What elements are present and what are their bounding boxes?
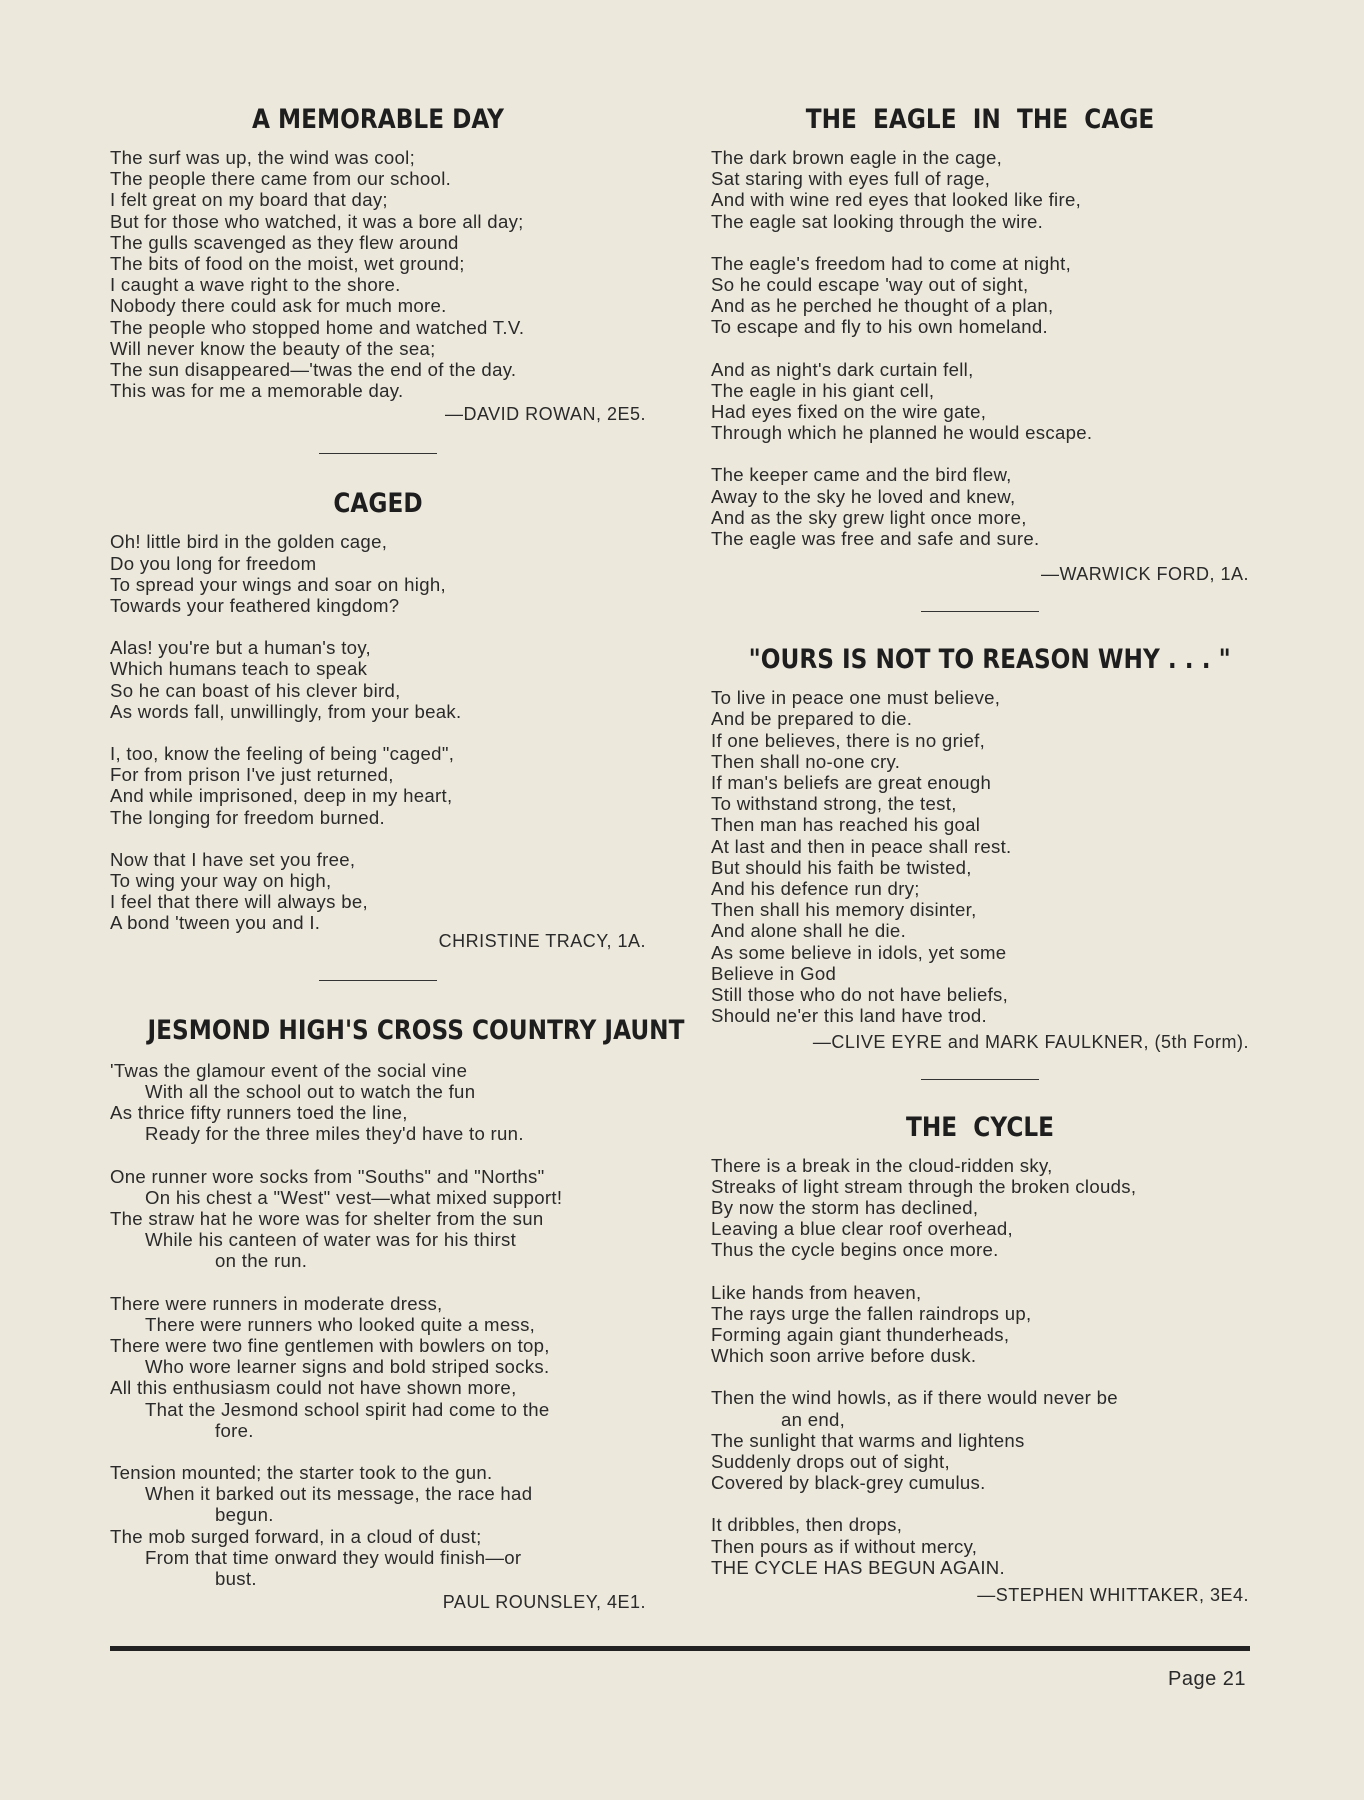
poem-line: And while imprisoned, deep in my heart, bbox=[110, 785, 453, 807]
section-divider bbox=[921, 1079, 1039, 1080]
poem-line: If one believes, there is no grief, bbox=[711, 729, 986, 751]
poem-line: And his defence run dry; bbox=[711, 878, 920, 900]
poem-a-memorable-day bbox=[110, 104, 646, 425]
poem-author: —DAVID ROWAN, 2E5. bbox=[444, 404, 646, 425]
poem-title: CAGED bbox=[333, 488, 423, 520]
poem-line: One runner wore socks from "Souths" and "Norths" bbox=[110, 1165, 545, 1187]
poem-line: Nobody there could ask for much more. bbox=[110, 295, 447, 317]
poem-line: Then the wind howls, as if there would never be bbox=[711, 1387, 1118, 1409]
poem-line: There were runners who looked quite a mess, bbox=[145, 1313, 536, 1335]
poem-line: 'Twas the glamour event of the social vine bbox=[110, 1059, 468, 1081]
poem-stanza bbox=[110, 1060, 646, 1145]
poem-line: By now the storm has declined, bbox=[711, 1196, 979, 1218]
poem-line: To live in peace one must believe, bbox=[711, 687, 1001, 709]
poem-line: The rays urge the fallen raindrops up, bbox=[711, 1302, 1032, 1324]
poem-line: And as the sky grew light once more, bbox=[711, 506, 1027, 528]
poem-line: The eagle in his giant cell, bbox=[711, 379, 935, 401]
poem-line: The people who stopped home and watched T.V. bbox=[110, 316, 525, 338]
poem-line: Suddenly drops out of sight, bbox=[711, 1450, 950, 1472]
poem-line: Sat staring with eyes full of rage, bbox=[711, 168, 991, 190]
poem-line: I felt great on my board that day; bbox=[110, 189, 388, 211]
poem-line: And as night's dark curtain fell, bbox=[711, 358, 974, 380]
poem-line: The eagle's freedom had to come at night, bbox=[711, 252, 1072, 274]
poem-line: Then man has reached his goal bbox=[711, 814, 981, 836]
poem-line: There were two fine gentlemen with bowlers on top, bbox=[110, 1334, 550, 1356]
poem-line: And be prepared to die. bbox=[711, 708, 913, 730]
poem-the-cycle bbox=[711, 1112, 1249, 1606]
poem-line: THE CYCLE HAS BEGUN AGAIN. bbox=[711, 1556, 1006, 1578]
poem-line: It dribbles, then drops, bbox=[711, 1514, 903, 1536]
poem-caged bbox=[110, 488, 646, 951]
poem-line: Do you long for freedom bbox=[110, 552, 317, 574]
poem-line: The bits of food on the moist, wet ground; bbox=[110, 253, 465, 275]
poem-line: Like hands from heaven, bbox=[711, 1281, 922, 1303]
poem-line: And as he perched he thought of a plan, bbox=[711, 295, 1054, 317]
poem-stanza bbox=[711, 1155, 1249, 1261]
poem-line: Which soon arrive before dusk. bbox=[711, 1345, 977, 1367]
poem-line: There is a break in the cloud-ridden sky, bbox=[711, 1154, 1053, 1176]
poem-title: A MEMORABLE DAY bbox=[251, 104, 505, 135]
poem-line: The eagle sat looking through the wire. bbox=[711, 210, 1044, 232]
poem-line: Streaks of light stream through the broken clouds, bbox=[711, 1175, 1137, 1197]
poem-line: Had eyes fixed on the wire gate, bbox=[711, 401, 987, 423]
right-column bbox=[711, 104, 1249, 1606]
poem-line: Oh! little bird in the golden cage, bbox=[110, 531, 388, 553]
poem-line: The people there came from our school. bbox=[110, 168, 452, 190]
poem-line: As some believe in idols, yet some bbox=[711, 941, 1007, 963]
poem-line: Which humans teach to speak bbox=[110, 658, 368, 680]
poem-author: —WARWICK FORD, 1A. bbox=[1040, 564, 1249, 585]
poem-line: Then pours as if without mercy, bbox=[711, 1535, 978, 1557]
poem-line: But should his faith be twisted, bbox=[711, 856, 972, 878]
poem-line: Believe in God bbox=[711, 962, 837, 984]
poem-line: From that time onward they would finish—or bbox=[145, 1546, 522, 1568]
poem-stanza bbox=[110, 1166, 646, 1272]
poem-line: A bond 'tween you and I. bbox=[110, 912, 321, 934]
poem-line: Through which he planned he would escape. bbox=[711, 422, 1093, 444]
poem-line: fore. bbox=[215, 1419, 254, 1441]
poem-line: Ready for the three miles they'd have to run. bbox=[145, 1123, 524, 1145]
poem-title: THE CYCLE bbox=[905, 1111, 1055, 1143]
poem-line: Thus the cycle begins once more. bbox=[711, 1239, 999, 1261]
poem-stanza bbox=[110, 743, 646, 828]
poem-line: Covered by black-grey cumulus. bbox=[711, 1472, 986, 1494]
poem-stanza bbox=[711, 1282, 1249, 1367]
poem-line: The eagle was free and safe and sure. bbox=[711, 528, 1040, 550]
poem-line: The surf was up, the wind was cool; bbox=[110, 147, 416, 168]
poem-body bbox=[711, 687, 1249, 1026]
poem-line: Will never know the beauty of the sea; bbox=[110, 337, 436, 359]
poem-line: At last and then in peace shall rest. bbox=[711, 835, 1012, 857]
poem-line: Alas! you're but a human's toy, bbox=[110, 637, 372, 659]
poem-line: The dark brown eagle in the cage, bbox=[711, 147, 1003, 168]
poem-line: Then shall his memory disinter, bbox=[711, 899, 977, 921]
poem-line: And with wine red eyes that looked like fire, bbox=[711, 189, 1082, 211]
poem-stanza bbox=[110, 637, 646, 722]
poem-line: Who wore learner signs and bold striped socks. bbox=[145, 1356, 550, 1378]
poem-line: While his canteen of water was for his thirst bbox=[145, 1229, 517, 1251]
poem-line: There were runners in moderate dress, bbox=[110, 1292, 443, 1314]
poem-jesmond-cross-country bbox=[110, 1014, 685, 1613]
poem-author: CHRISTINE TRACY, 1A. bbox=[438, 930, 646, 951]
poem-line: To wing your way on high, bbox=[110, 870, 332, 892]
poem-line: I, too, know the feeling of being "caged", bbox=[110, 743, 455, 765]
poem-line: So he could escape 'way out of sight, bbox=[711, 274, 1029, 296]
poem-line: To escape and fly to his own homeland. bbox=[711, 316, 1048, 338]
poem-line: Should ne'er this land have trod. bbox=[711, 1005, 988, 1027]
poem-line: bust. bbox=[215, 1567, 257, 1589]
poem-line: This was for me a memorable day. bbox=[110, 380, 404, 402]
poem-line: So he can boast of his clever bird, bbox=[110, 679, 401, 701]
section-divider bbox=[319, 980, 437, 981]
poem-line: Now that I have set you free, bbox=[110, 848, 356, 870]
poem-line: The keeper came and the bird flew, bbox=[711, 464, 1012, 486]
poem-line: To spread your wings and soar on high, bbox=[110, 573, 446, 595]
poem-line: If man's beliefs are great enough bbox=[711, 772, 992, 794]
poem-line: As thrice fifty runners toed the line, bbox=[110, 1102, 408, 1124]
poem-line: The straw hat he wore was for shelter from the sun bbox=[110, 1207, 544, 1229]
poem-stanza bbox=[711, 464, 1249, 549]
poem-line: Away to the sky he loved and knew, bbox=[711, 485, 1016, 507]
footer-rule bbox=[110, 1646, 1250, 1651]
poem-line: begun. bbox=[215, 1504, 274, 1526]
poem-author: —CLIVE EYRE and MARK FAULKNER, (5th Form). bbox=[812, 1031, 1249, 1052]
poem-title: "OURS IS NOT TO REASON WHY . . . " bbox=[748, 644, 1231, 676]
left-column bbox=[110, 104, 685, 1613]
poem-line: When it barked out its message, the race had bbox=[145, 1483, 533, 1505]
poem-line: The gulls scavenged as they flew around bbox=[110, 231, 459, 253]
poem-line: But for those who watched, it was a bore all day; bbox=[110, 210, 524, 232]
poem-stanza bbox=[110, 1293, 646, 1441]
poem-stanza bbox=[711, 147, 1249, 232]
section-divider bbox=[319, 453, 437, 454]
poem-line: The sunlight that warms and lightens bbox=[711, 1429, 1025, 1451]
page-number: Page 21 bbox=[1167, 1668, 1246, 1690]
poem-line: All this enthusiasm could not have shown more, bbox=[110, 1377, 517, 1399]
poem-stanza bbox=[711, 1387, 1249, 1493]
poem-line: To withstand strong, the test, bbox=[711, 793, 957, 815]
poem-title: JESMOND HIGH'S CROSS COUNTRY JAUNT bbox=[147, 1014, 685, 1046]
poem-line: The mob surged forward, in a cloud of dust; bbox=[110, 1525, 482, 1547]
poem-line: Leaving a blue clear roof overhead, bbox=[711, 1218, 1013, 1240]
poem-line: Tension mounted; the starter took to the gun. bbox=[110, 1461, 493, 1483]
poem-author: —STEPHEN WHITTAKER, 3E4. bbox=[977, 1584, 1249, 1605]
poem-line: That the Jesmond school spirit had come to the bbox=[145, 1398, 550, 1420]
poem-stanza bbox=[711, 1514, 1249, 1578]
poem-body bbox=[110, 147, 646, 401]
poem-the-eagle-in-the-cage bbox=[711, 104, 1249, 585]
poem-line: an end, bbox=[781, 1408, 846, 1430]
poem-stanza bbox=[711, 359, 1249, 444]
poem-line: The longing for freedom burned. bbox=[110, 806, 385, 828]
section-divider bbox=[921, 611, 1039, 612]
poem-line: I caught a wave right to the shore. bbox=[110, 274, 401, 296]
poem-stanza bbox=[110, 849, 646, 934]
poem-line: Still those who do not have beliefs, bbox=[711, 984, 1009, 1006]
poem-stanza bbox=[110, 531, 646, 616]
poem-stanza bbox=[711, 253, 1249, 338]
poem-line: For from prison I've just returned, bbox=[110, 764, 394, 786]
poem-line: On his chest a "West" vest—what mixed support! bbox=[145, 1186, 563, 1208]
poem-line: Then shall no-one cry. bbox=[711, 750, 901, 772]
poem-stanza bbox=[110, 1462, 646, 1589]
poem-line: And alone shall he die. bbox=[711, 920, 907, 942]
poem-ours-is-not-to-reason-why bbox=[711, 644, 1249, 1052]
poem-line: The sun disappeared—'twas the end of the day. bbox=[110, 359, 517, 381]
poem-line: With all the school out to watch the fun bbox=[145, 1080, 476, 1102]
poem-author: PAUL ROUNSLEY, 4E1. bbox=[442, 1592, 646, 1613]
poem-line: I feel that there will always be, bbox=[110, 891, 368, 913]
poem-title: THE EAGLE IN THE CAGE bbox=[805, 104, 1155, 135]
poem-line: on the run. bbox=[215, 1250, 308, 1272]
poem-line: Forming again giant thunderheads, bbox=[711, 1323, 1010, 1345]
poem-line: Towards your feathered kingdom? bbox=[110, 595, 400, 617]
poem-line: As words fall, unwillingly, from your beak. bbox=[110, 700, 462, 722]
